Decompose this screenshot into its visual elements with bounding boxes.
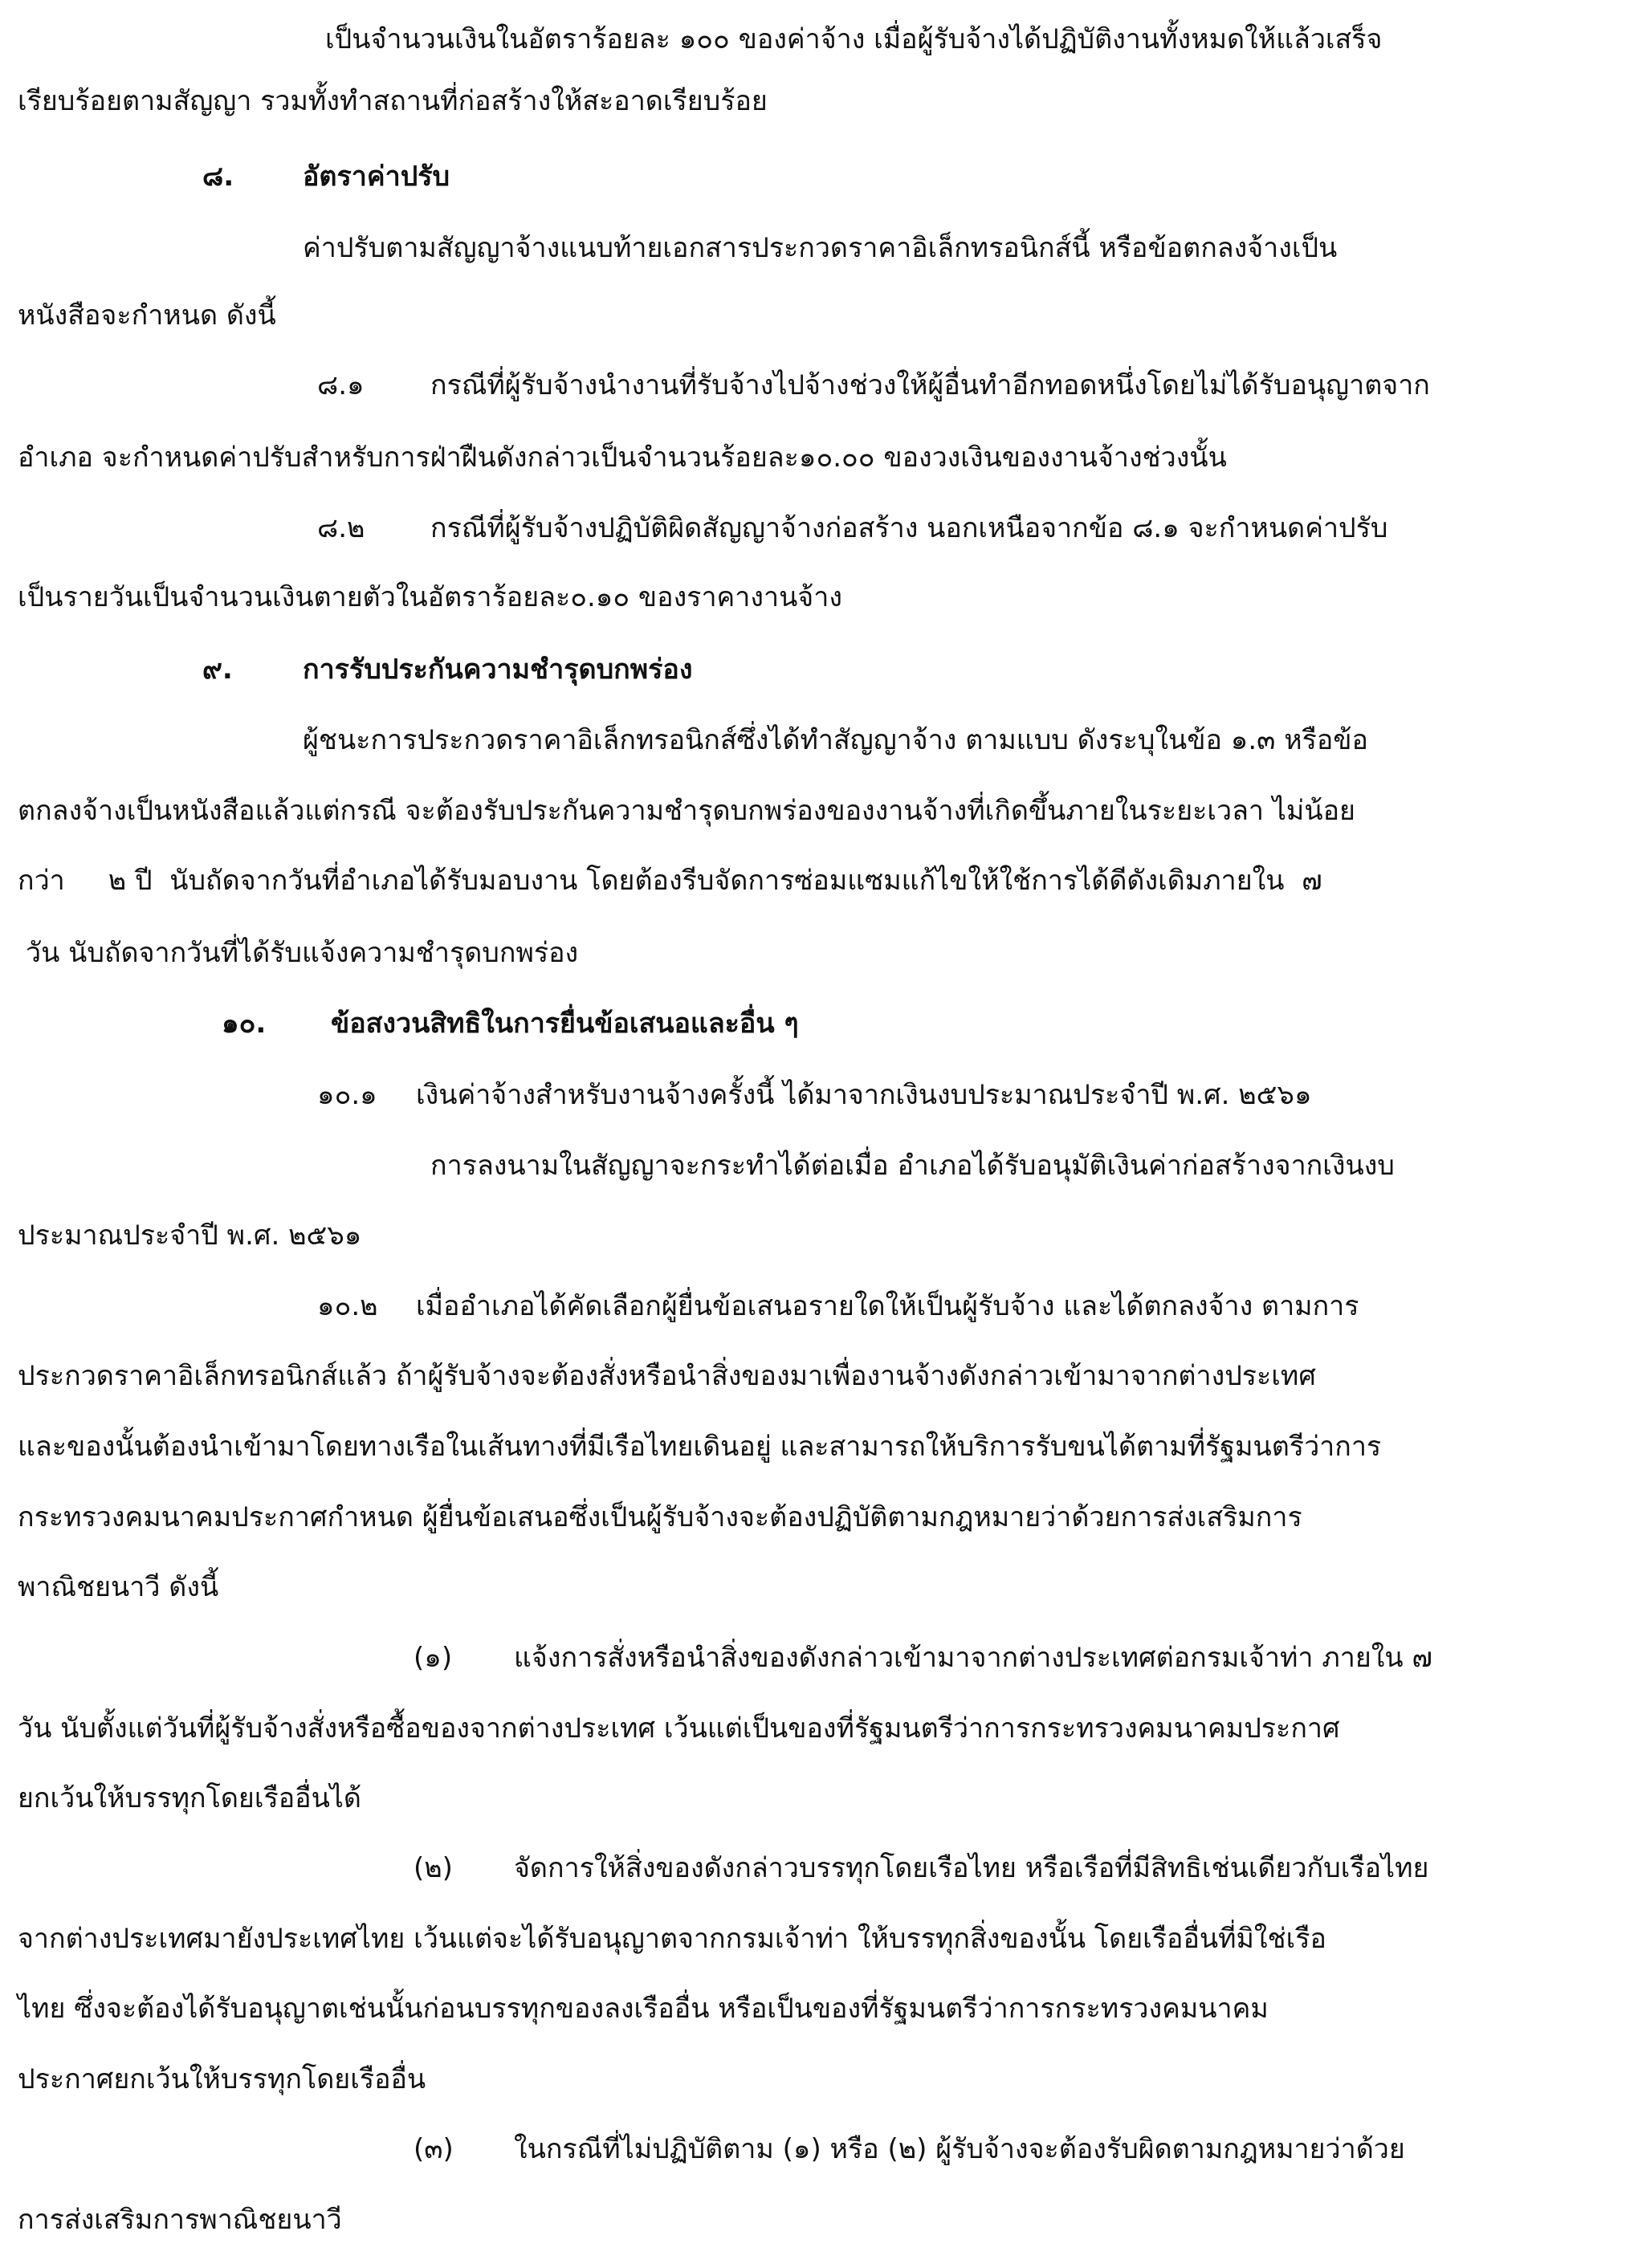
section-10-2-number: ๑๐.๒ <box>317 1290 378 1322</box>
section-9-heading: การรับประกันความชำรุดบกพร่อง <box>303 654 693 686</box>
item-2-line-3: ไทย ซึ่งจะต้องได้รับอนุญาตเช่นนั้นก่อนบรรทุกของลงเรืออื่น หรือเป็นของที่รัฐมนตรีว่าการกระทรวงคมนาคม <box>18 1993 1269 2025</box>
item-2-line-2: จากต่างประเทศมายังประเทศไทย เว้นแต่จะได้รับอนุญาตจากกรมเจ้าท่า ให้บรรทุกสิ่งของนั้น โดยเรืออื่นที่มิใช่เรือ <box>18 1923 1326 1955</box>
section-10-2-line-2: ประกวดราคาอิเล็กทรอนิกส์แล้ว ถ้าผู้รับจ้างจะต้องสั่งหรือนำสิ่งของมาเพื่องานจ้างดังกล่าวเข้ามาจากต่างประเทศ <box>18 1360 1316 1392</box>
section-10-1-line-2: การลงนามในสัญญาจะกระทำได้ต่อเมื่อ อำเภอได้รับอนุมัติเงินค่าก่อสร้างจากเงินงบ <box>430 1150 1395 1182</box>
section-10-2-line-5: พาณิชยนาวี ดังนี้ <box>18 1571 219 1603</box>
section-10-2-line-1: เมื่ออำเภอได้คัดเลือกผู้ยื่นข้อเสนอรายใดให้เป็นผู้รับจ้าง และได้ตกลงจ้าง ตามการ <box>416 1290 1359 1322</box>
section-10-2-line-3: และของนั้นต้องนำเข้ามาโดยทางเรือในเส้นทางที่มีเรือไทยเดินอยู่ และสามารถให้บริการรับขนได้ตามที่รัฐมนตรีว่าการ <box>18 1431 1382 1463</box>
item-3-number: (๓) <box>414 2133 454 2165</box>
intro-line-1: เป็นจำนวนเงินในอัตราร้อยละ ๑๐๐ ของค่าจ้าง เมื่อผู้รับจ้างได้ปฏิบัติงานทั้งหมดให้แล้วเสร็จ <box>325 23 1383 55</box>
section-8-heading: อัตราค่าปรับ <box>303 161 450 193</box>
section-8-2-line-1: กรณีที่ผู้รับจ้างปฏิบัติผิดสัญญาจ้างก่อสร้าง นอกเหนือจากข้อ ๘.๑ จะกำหนดค่าปรับ <box>430 512 1388 544</box>
section-9-line-4: วัน นับถัดจากวันที่ได้รับแจ้งความชำรุดบกพร่อง <box>26 937 579 969</box>
section-10-heading: ข้อสงวนสิทธิในการยื่นข้อเสนอและอื่น ๆ <box>331 1008 799 1040</box>
section-10-1-line-3: ประมาณประจำปี พ.ศ. ๒๕๖๑ <box>18 1220 362 1252</box>
section-10-1-line-1: เงินค่าจ้างสำหรับงานจ้างครั้งนี้ ได้มาจากเงินงบประมาณประจำปี พ.ศ. ๒๕๖๑ <box>416 1079 1312 1111</box>
section-10-number: ๑๐. <box>222 1008 267 1040</box>
section-9-line-2: ตกลงจ้างเป็นหนังสือแล้วแต่กรณี จะต้องรับประกันความชำรุดบกพร่องของงานจ้างที่เกิดขึ้นภายในระยะเวลา ไม่น้อย <box>18 795 1355 827</box>
item-2-line-1: จัดการให้สิ่งของดังกล่าวบรรทุกโดยเรือไทย หรือเรือที่มีสิทธิเช่นเดียวกับเรือไทย <box>514 1852 1429 1884</box>
section-8-number: ๘. <box>202 161 234 193</box>
section-9-line-3: กว่า ๒ ปี นับถัดจากวันที่อำเภอได้รับมอบงาน โดยต้องรีบจัดการซ่อมแซมแก้ไขให้ใช้การได้ดีดังเดิมภายใน ๗ <box>18 865 1322 897</box>
item-1-line-2: วัน นับตั้งแต่วันที่ผู้รับจ้างสั่งหรือซื้อของจากต่างประเทศ เว้นแต่เป็นของที่รัฐมนตรีว่าการกระทรวงคมนาคมประกาศ <box>18 1712 1340 1745</box>
section-8-1-line-1: กรณีที่ผู้รับจ้างนำงานที่รับจ้างไปจ้างช่วงให้ผู้อื่นทำอีกทอดหนึ่งโดยไม่ได้รับอนุญาตจาก <box>430 369 1430 401</box>
item-1-line-3: ยกเว้นให้บรรทุกโดยเรืออื่นได้ <box>18 1782 361 1814</box>
section-8-1-line-2: อำเภอ จะกำหนดค่าปรับสำหรับการฝ่าฝืนดังกล่าวเป็นจำนวนร้อยละ๑๐.๐๐ ของวงเงินของงานจ้างช่วงนั้น <box>18 442 1227 474</box>
section-8-1-number: ๘.๑ <box>317 369 365 401</box>
section-8-paragraph-line-2: หนังสือจะกำหนด ดังนี้ <box>18 299 276 332</box>
item-1-number: (๑) <box>414 1642 453 1674</box>
item-3-line-2: การส่งเสริมการพาณิชยนาวี <box>18 2204 342 2236</box>
section-10-2-line-4: กระทรวงคมนาคมประกาศกำหนด ผู้ยื่นข้อเสนอซึ่งเป็นผู้รับจ้างจะต้องปฏิบัติตามกฎหมายว่าด้วยการส่งเสริมการ <box>18 1501 1302 1533</box>
item-3-line-1: ในกรณีที่ไม่ปฏิบัติตาม (๑) หรือ (๒) ผู้รับจ้างจะต้องรับผิดตามกฎหมายว่าด้วย <box>514 2133 1405 2165</box>
item-2-line-4: ประกาศยกเว้นให้บรรทุกโดยเรืออื่น <box>18 2063 426 2095</box>
section-8-paragraph-line-1: ค่าปรับตามสัญญาจ้างแนบท้ายเอกสารประกวดราคาอิเล็กทรอนิกส์นี้ หรือข้อตกลงจ้างเป็น <box>303 232 1338 264</box>
section-9-number: ๙. <box>202 654 233 686</box>
section-8-2-number: ๘.๒ <box>317 512 365 544</box>
item-2-number: (๒) <box>414 1852 453 1884</box>
section-8-2-line-2: เป็นรายวันเป็นจำนวนเงินตายตัวในอัตราร้อยละ๐.๑๐ ของราคางานจ้าง <box>18 581 842 613</box>
item-1-line-1: แจ้งการสั่งหรือนำสิ่งของดังกล่าวเข้ามาจากต่างประเทศต่อกรมเจ้าท่า ภายใน ๗ <box>514 1642 1432 1674</box>
section-10-1-number: ๑๐.๑ <box>317 1079 377 1111</box>
intro-line-2: เรียบร้อยตามสัญญา รวมทั้งทำสถานที่ก่อสร้างให้สะอาดเรียบร้อย <box>18 85 768 117</box>
section-9-line-1: ผู้ชนะการประกวดราคาอิเล็กทรอนิกส์ซึ่งได้ทำสัญญาจ้าง ตามแบบ ดังระบุในข้อ ๑.๓ หรือข้อ <box>303 724 1368 756</box>
